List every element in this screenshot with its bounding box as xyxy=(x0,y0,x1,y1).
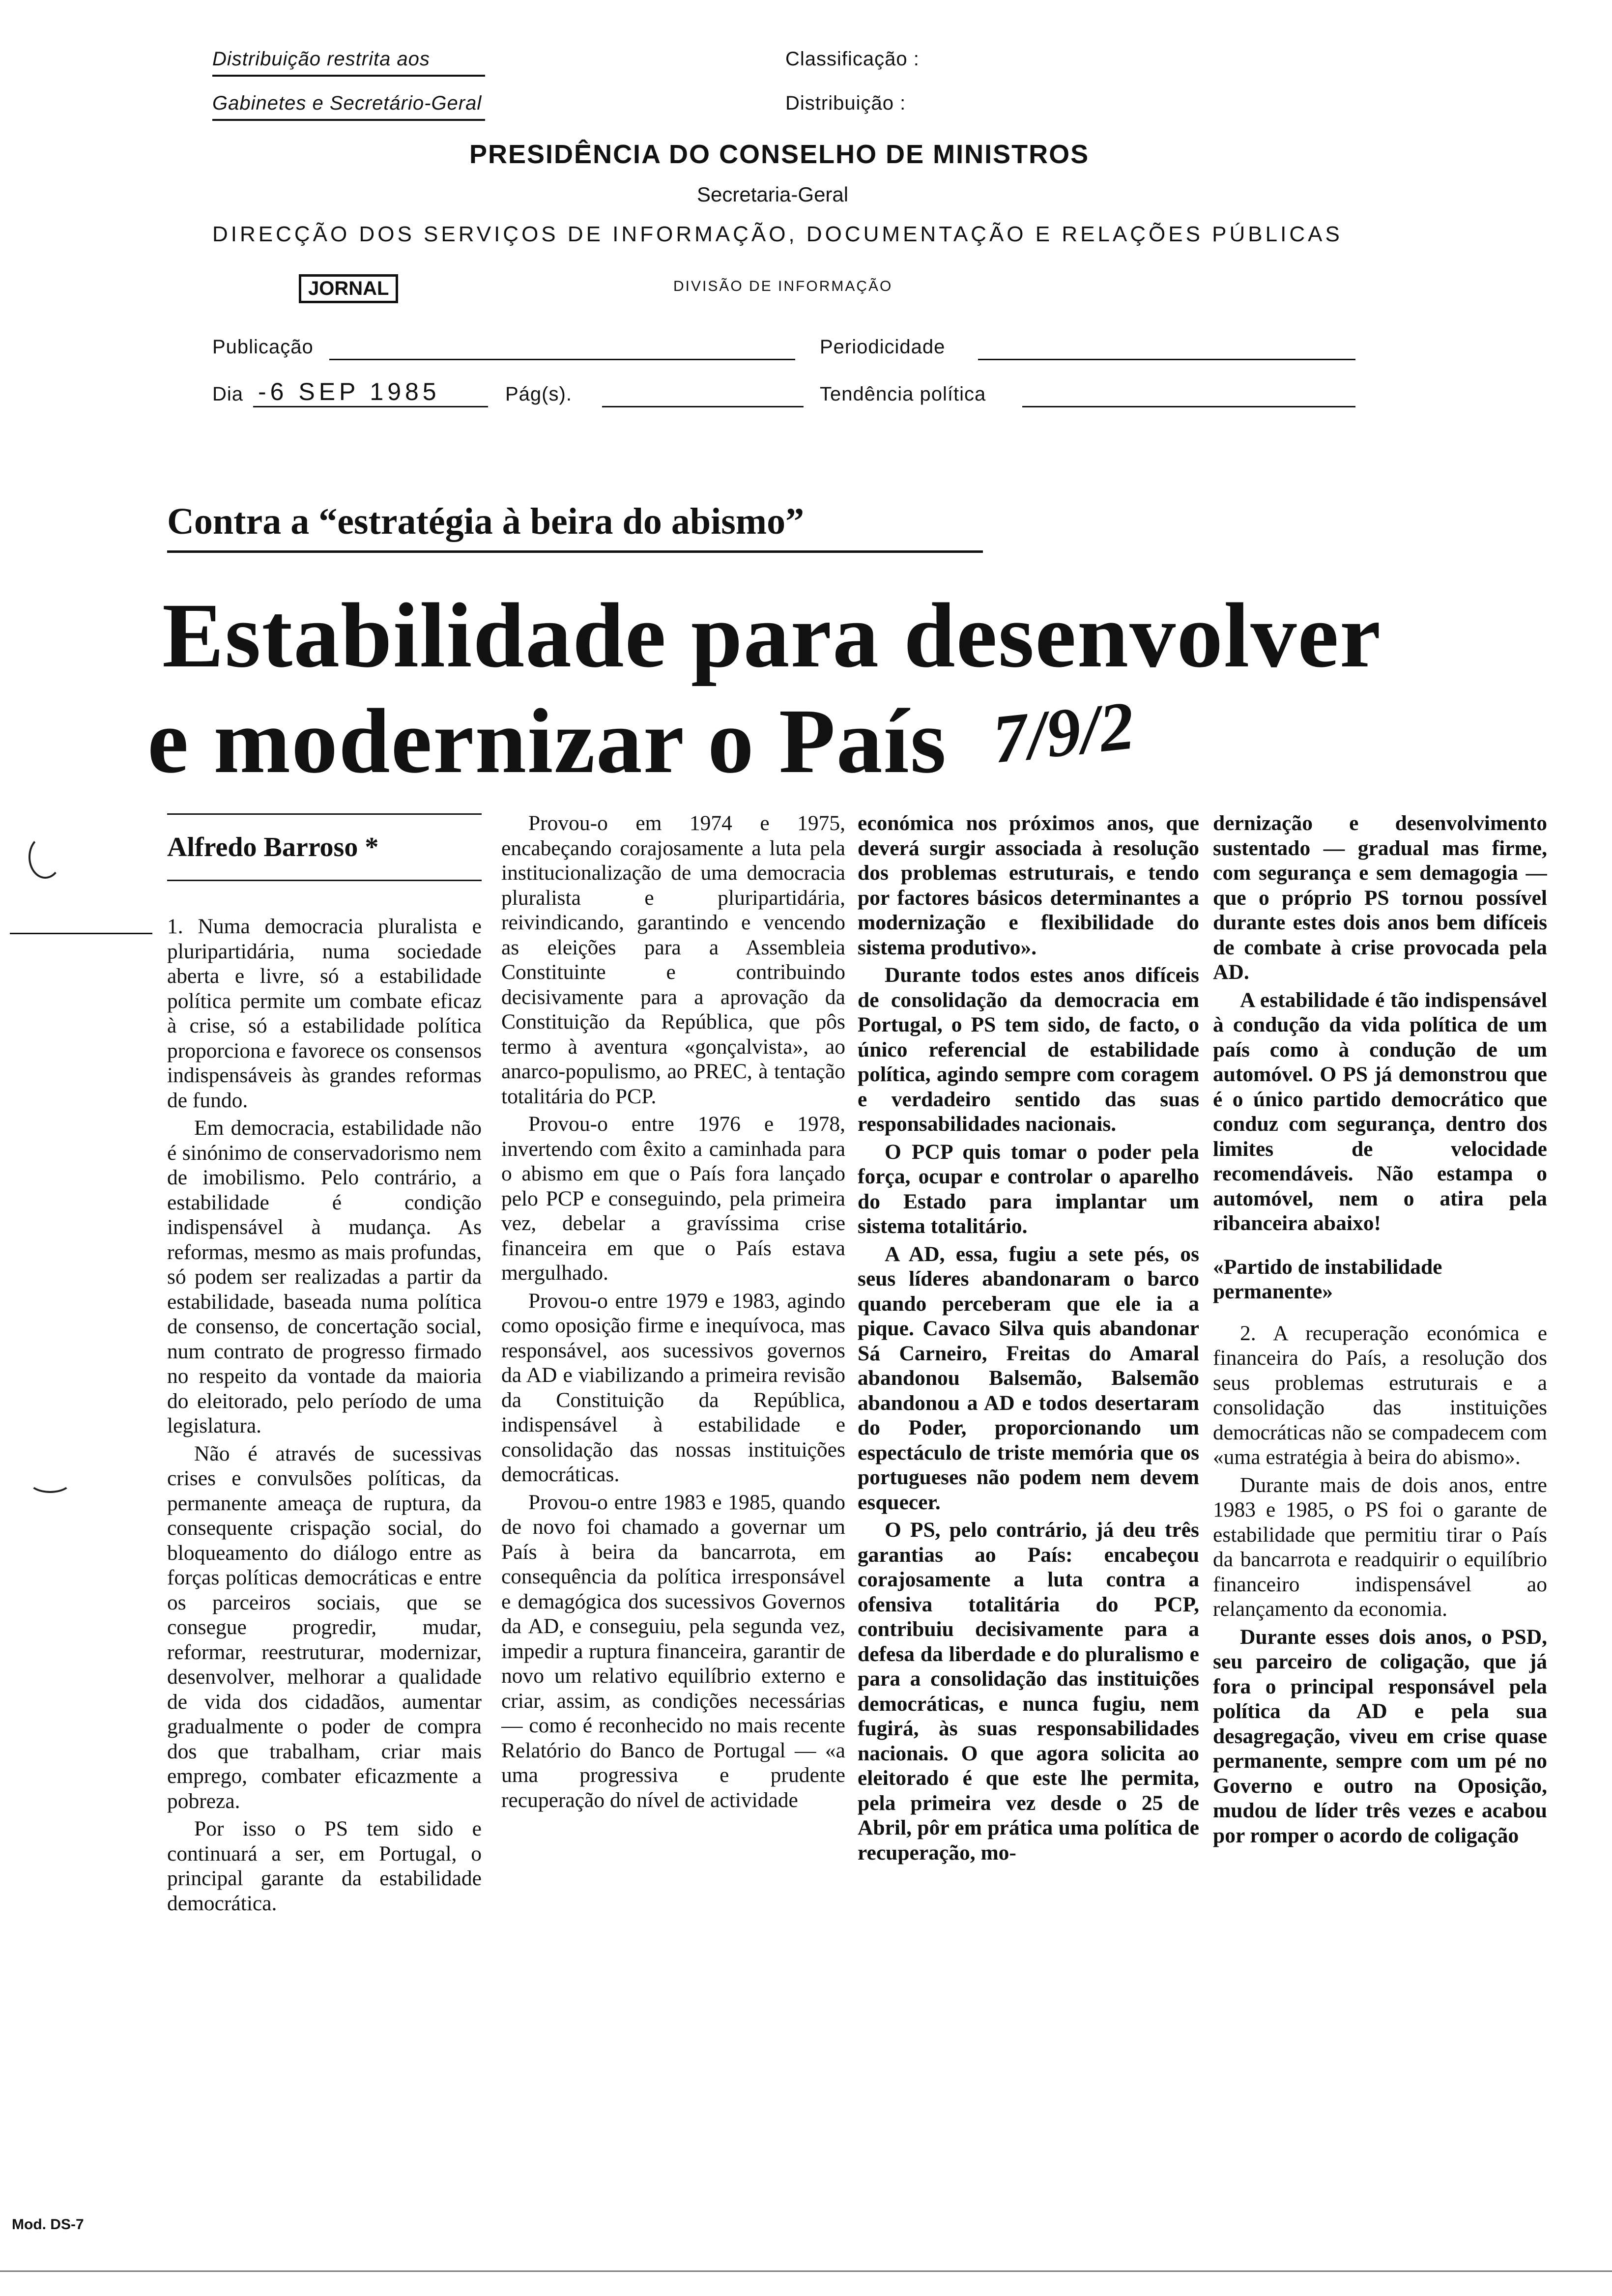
political-tendency-label: Tendência política xyxy=(820,383,986,405)
directorate-title: DIRECÇÃO DOS SERVIÇOS DE INFORMAÇÃO, DOCUMENTAÇÃO E RELAÇÕES PÚBLICAS xyxy=(212,222,1343,246)
margin-fold-line xyxy=(10,933,152,934)
periodicity-label: Periodicidade xyxy=(820,336,946,358)
paragraph: Não é através de sucessivas crises e convulsões políticas, da permanente ameaça de ruptura, da consequente crispação social, do bloqueamento do diálogo entre as forças políticas democráticas e entre os parceiros sociais, que se consegue progredir, mudar, reformar, reestruturar, modernizar, desenvolver, melhorar a qualidade de vida dos cidadãos, aumentar gradualmente o poder de compra dos que trabalham, criar mais emprego, combater eficazmente a pobreza. xyxy=(167,1441,482,1813)
paragraph: Em democracia, estabilidade não é sinónimo de conservadorismo nem de imobilismo. Pelo contrário, a estabilidade é condição indispensável à mudança. As reformas, mesmo as mais profundas, só podem ser realizadas a partir da estabilidade, baseada numa política de consenso, de concertação social, num contrato de progresso firmado no respeito da vontade da maioria do eleitorado, pelo período de uma legislatura. xyxy=(167,1116,482,1437)
paragraph: económica nos próximos anos, que deverá surgir associada à resolução dos problemas estruturais, e tendo por factores básicos determinantes a modernização e flexibilidade do sistema produtivo». xyxy=(858,811,1199,959)
pages-line xyxy=(602,406,804,407)
tendency-line xyxy=(1022,406,1355,407)
pages-label: Pág(s). xyxy=(505,383,572,405)
article-column-4 xyxy=(1213,811,1547,2059)
secretariat-title: Secretaria-Geral xyxy=(697,183,849,206)
paragraph: A AD, essa, fugiu a sete pés, os seus líderes abandonaram o barco quando perceberam que ele ia a pique. Cavaco Silva quis abandonar Sá Carneiro, Freitas do Amaral abandonou Balsemão, Balsemão abandonou a AD e todos desertaram do Poder, proporcionando um espectáculo de triste memória que os portugueses não podem nem devem esquecer. xyxy=(858,1242,1199,1514)
scan-edge-line xyxy=(0,2270,1612,2272)
distribution-note-line1: Distribuição restrita aos xyxy=(212,48,430,70)
paragraph: Durante todos estes anos difíceis de consolidação da democracia em Portugal, o PS tem sido, de facto, o único referencial de estabilidade política, agindo sempre com coragem e verdadeiro sentido das suas responsabilidades nacionais. xyxy=(858,963,1199,1136)
section-subhead: «Partido de instabilidade permanente» xyxy=(1213,1255,1442,1303)
periodicity-line xyxy=(978,359,1355,360)
day-label: Dia xyxy=(212,383,244,405)
punch-hole-mark xyxy=(29,835,62,879)
kicker-headline: Contra a “estratégia à beira do abismo” xyxy=(167,501,805,542)
article-column-1 xyxy=(167,914,482,2064)
byline-bottom-rule xyxy=(167,880,482,881)
journal-stamp: JORNAL xyxy=(299,274,398,303)
paragraph: 1. Numa democracia pluralista e pluripartidária, numa sociedade aberta e livre, só a estabilidade política permite um combate eficaz à crise, só a estabilidade política proporciona e favorece os consensos indispensáveis às grandes reformas de fundo. xyxy=(167,915,482,1112)
byline: Alfredo Barroso * xyxy=(167,832,379,862)
article-column-3 xyxy=(858,811,1199,2059)
publication-label: Publicação xyxy=(212,336,314,358)
main-headline-line1: Estabilidade para desenvolver xyxy=(162,584,1382,687)
date-stamp: -6 SEP 1985 xyxy=(258,378,440,405)
paragraph: 2. A recuperação económica e financeira do País, a resolução dos seus problemas estruturais e a consolidação das instituições democráticas não se compadecem com «uma estratégia à beira do abismo». xyxy=(1213,1321,1547,1469)
classification-label: Classificação : xyxy=(785,48,920,70)
presidency-title: PRESIDÊNCIA DO CONSELHO DE MINISTROS xyxy=(469,140,1090,169)
paragraph: Provou-o entre 1983 e 1985, quando de novo foi chamado a governar um País à beira da bancarrota, em consequência da política irresponsável e demagógica dos sucessivos Governos da AD, e conseguiu, pela segunda vez, impedir a ruptura financeira, garantir de novo um relativo equilíbrio externo e criar, assim, as condições necessárias — como é reconhecido no mais recente Relatório do Banco de Portugal — «a uma progressiva e prudente recuperação do nível de actividade xyxy=(501,1490,845,1812)
paragraph: Durante mais de dois anos, entre 1983 e 1985, o PS foi o garante de estabilidade que permitiu tirar o País da bancarrota e readquirir o equilíbrio financeiro indispensável ao relançamento da economia. xyxy=(1213,1473,1547,1621)
paragraph: Provou-o entre 1976 e 1978, invertendo com êxito a caminhada para o abismo em que o País fora lançado pelo PCP e conseguindo, pela primeira vez, debelar a gravíssima crise financeira em que o País estava mergulhado. xyxy=(501,1112,845,1285)
paragraph: A estabilidade é tão indispensável à condução da vida política de um país como à condução de um automóvel. O PS já demonstrou que é o único partido democrático que conduz com segurança, dentro dos limites de velocidade recomendáveis. Não estampa o automóvel, nem o atira pela ribanceira abaixo! xyxy=(1213,988,1547,1235)
form-code: Mod. DS-7 xyxy=(12,2216,84,2233)
distribution-note-line2: Gabinetes e Secretário-Geral xyxy=(212,92,482,114)
header-underline xyxy=(212,75,485,77)
header-underline xyxy=(212,119,485,121)
distribution-label: Distribuição : xyxy=(785,92,906,114)
punch-hole-mark xyxy=(29,1469,72,1493)
publication-line xyxy=(329,359,795,360)
division-label: DIVISÃO DE INFORMAÇÃO xyxy=(673,278,893,294)
paragraph: Provou-o entre 1979 e 1983, agindo como oposição firme e inequívoca, mas responsável, aos sucessivos governos da AD e viabilizando a primeira revisão da Constituição da República, indispensável à estabilidade e consolidação das nossas instituições democráticas. xyxy=(501,1289,845,1486)
main-headline-line2: e modernizar o País xyxy=(147,689,948,792)
handwritten-note: 7/9/2 xyxy=(989,687,1138,778)
paragraph: Provou-o em 1974 e 1975, encabeçando corajosamente a luta pela institucionalização de uma democracia pluralista e pluripartidária, reivindicando, garantindo e vencendo as eleições para a Assembleia Constituinte e contribuindo decisivamente para a aprovação da Constituição da República, que pôs termo à aventura «gonçalvista», ao anarco-populismo, ao PREC, à tentação totalitária do PCP. xyxy=(501,811,845,1108)
paragraph: Durante esses dois anos, o PSD, seu parceiro de coligação, que já fora o principal responsável pela política da AD e pela sua desagregação, viveu em crise quase permanente, sempre com um pé no Governo e outro na Oposição, mudou de líder três vezes e acabou por romper o acordo de coligação xyxy=(1213,1625,1547,1847)
paragraph: Por isso o PS tem sido e continuará a ser, em Portugal, o principal garante da estabilidade democrática. xyxy=(167,1817,482,1915)
day-line xyxy=(253,406,488,407)
paragraph: O PCP quis tomar o poder pela força, ocupar e controlar o aparelho do Estado para implantar um sistema totalitário. xyxy=(858,1140,1199,1238)
byline-top-rule xyxy=(167,813,482,815)
kicker-underline xyxy=(167,550,983,553)
paragraph: dernização e desenvolvimento sustentado — gradual mas firme, com segurança e sem demagogia — que o próprio PS tornou possível durante estes dois anos bem difíceis de combate à crise provocada pela AD. xyxy=(1213,811,1547,984)
article-column-2 xyxy=(501,811,845,2059)
paragraph: O PS, pelo contrário, já deu três garantias ao País: encabeçou corajosamente a luta contra a ofensiva totalitária do PCP, contribuiu decisivamente para a defesa da liberdade e do pluralismo e para a consolidação das instituições democráticas, e nunca fugiu, nem fugirá, às suas responsabilidades nacionais. O que agora solicita ao eleitorado é que este lhe permita, pela primeira vez desde o 25 de Abril, pôr em prática uma política de recuperação, mo- xyxy=(858,1518,1199,1865)
